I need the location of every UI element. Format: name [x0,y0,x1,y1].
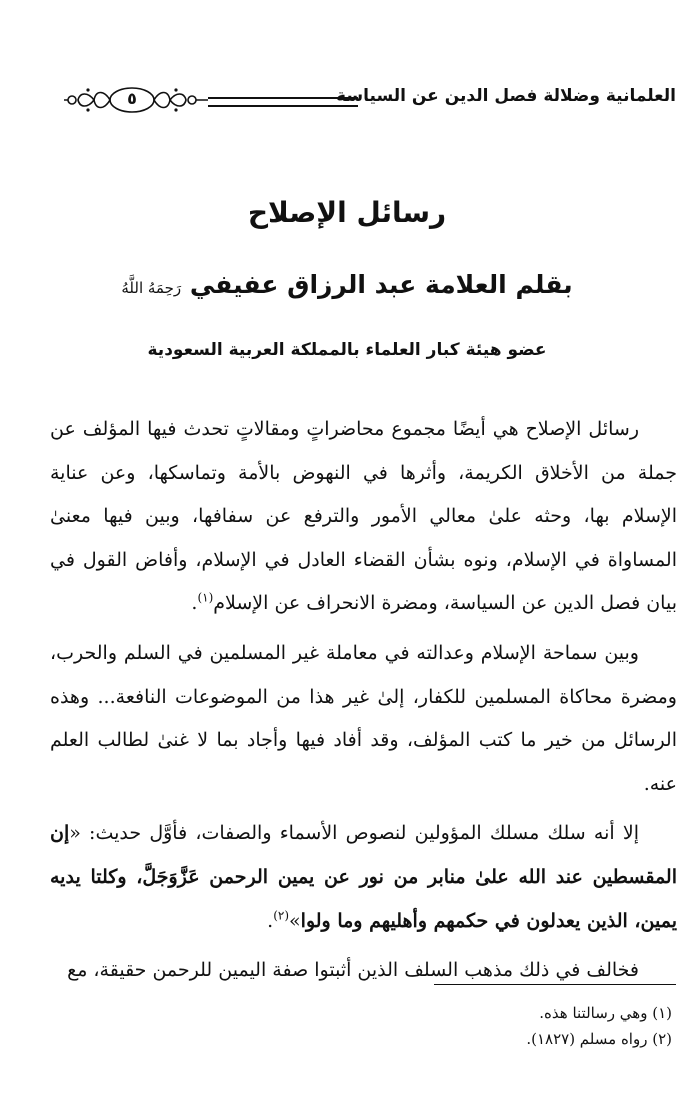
paragraph-1-end: . [191,592,198,615]
footnote-separator [434,984,676,985]
page-number: ٥ [127,89,137,108]
paragraph-4: فخالف في ذلك مذهب السلف الذين أثبتوا صفة اليمين للرحمن حقيقة، مع [67,959,639,982]
header-double-rule [208,97,358,107]
author-line [0,270,694,299]
hadith-quote: إن المقسطين عند الله علىٰ منابر من نور عن يمين الرحمن عَزَّوَجَلَّ، وكلتا يديه يمين، الذين يعدلون في حكمهم وأهليهم وما ولوا [50,822,677,932]
honorific: رَحِمَهُ اللَّهُ [121,279,182,297]
paragraph-1 [50,408,677,626]
running-title: العلمانية وضلالة فصل الدين عن السياسة [336,86,676,106]
footnote-ref-1: (١) [197,591,214,606]
quote-close: » [289,909,301,932]
paragraph-1-text: رسائل الإصلاح هي أيضًا مجموع محاضراتٍ ومقالاتٍ تحدث فيها المؤلف عن جملة من الأخلاق الكريمة، وأثرها في النهوض بالأمة وتماسكها، وعن عناية الإسلام بها، وحثه علىٰ معالي الأمور والترفع عن سفافها، وبين فيها معنىٰ المساواة في الإسلام، ونوه بشأن القضاء العادل في الإسلام، وأفاض القول في بيان فصل الدين عن السياسة، ومضرة الانحراف عن الإسلام [50,418,677,615]
paragraph-3-end: . [267,909,274,932]
paragraph-3-intro: إلا أنه سلك مسلك المؤولين لنصوص الأسماء والصفات، فأوَّل حديث: « [69,822,639,845]
author-name: بقلم العلامة عبد الرزاق عفيفي [189,270,573,299]
footnotes [32,1000,672,1052]
paragraph-3 [50,812,677,943]
footnote-ref-2: (٢) [273,908,290,923]
author-position: عضو هيئة كبار العلماء بالمملكة العربية السعودية [147,340,547,360]
footnote-1: (١) وهي رسالتنا هذه. [539,1004,672,1022]
main-text [50,408,677,999]
page-header [58,80,676,120]
page-title: رسائل الإصلاح [247,196,447,229]
footnote-2: (٢) رواه مسلم (١٨٢٧). [526,1030,672,1048]
paragraph-2: وبين سماحة الإسلام وعدالته في معاملة غير المسلمين في السلم والحرب، ومضرة محاكاة المسلمين للكفار، إلىٰ غير هذا من الموضوعات النافعة... وهذه الرسائل من خير ما كتب المؤلف، وقد أفاد فيها وأجاد بما لا غنىٰ لطالب العلم عنه. [50,641,677,795]
